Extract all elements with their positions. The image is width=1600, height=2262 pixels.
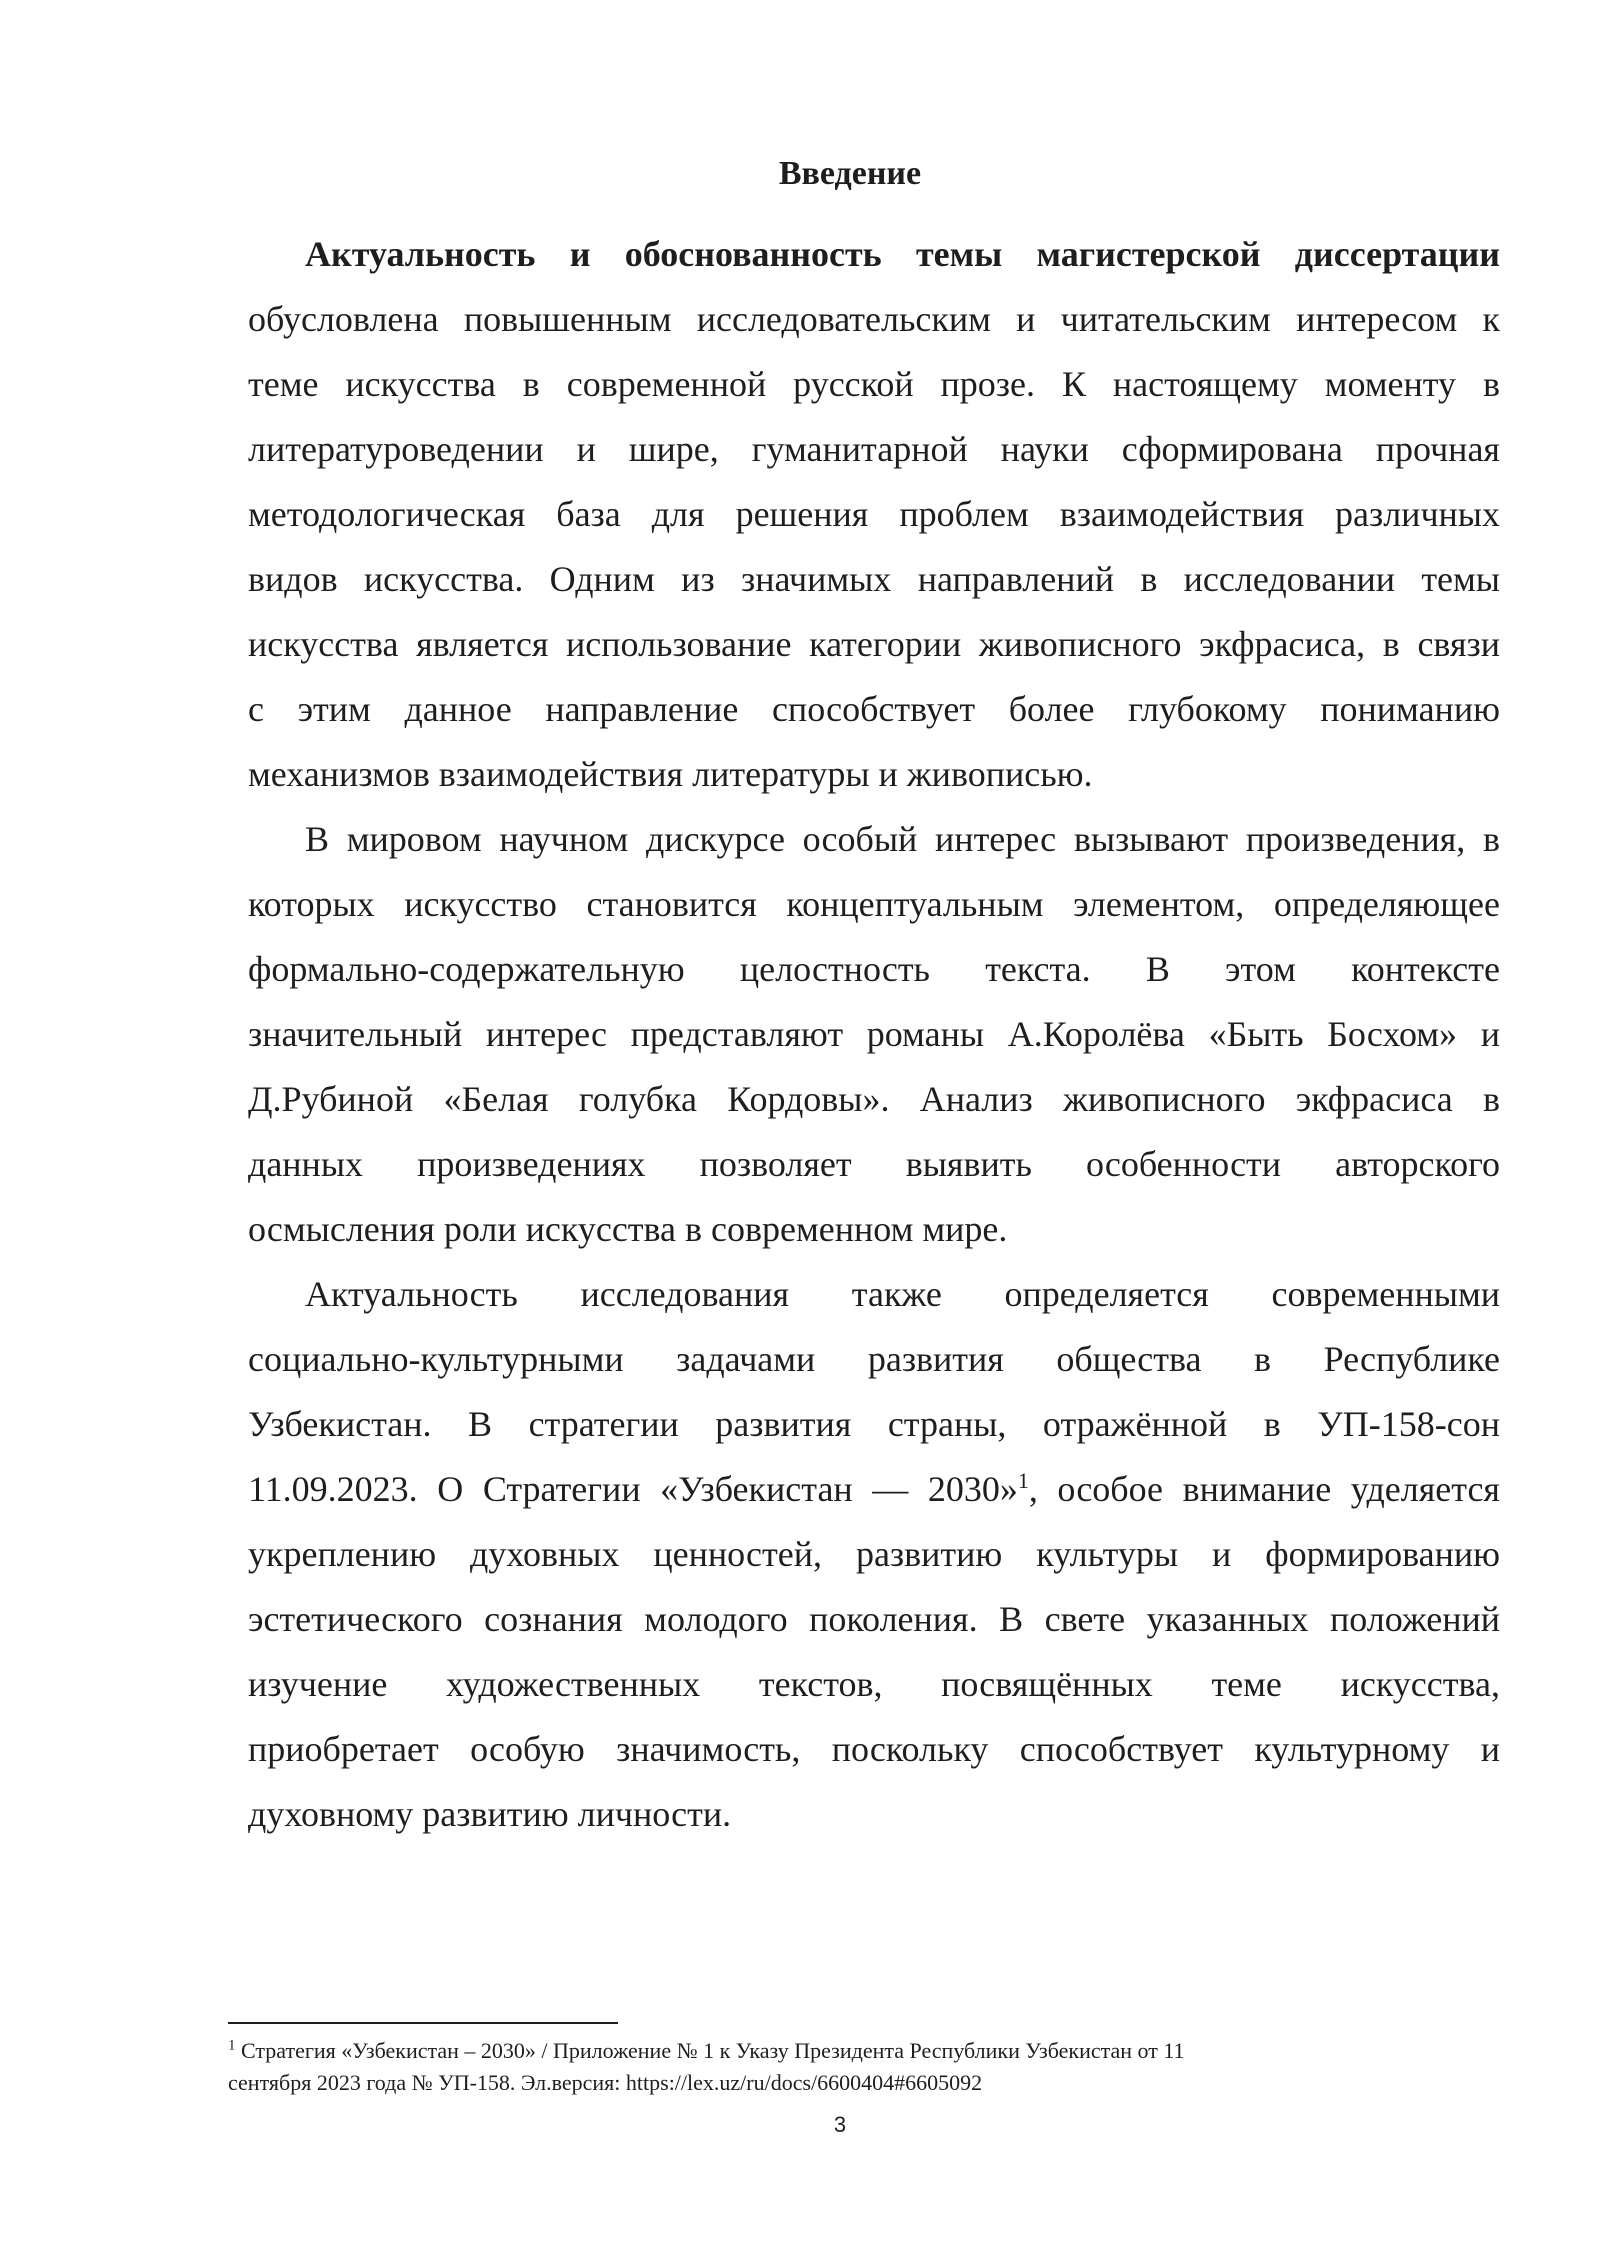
text-line <box>248 1012 1500 1056</box>
footnote-text-1: Стратегия «Узбекистан – 2030» / Приложение № 1 к Указу Президента Республики Узбекистан от 11 <box>235 2038 1185 2063</box>
text-line <box>248 1662 1500 1706</box>
text-line <box>248 1467 1500 1511</box>
line-text: значительный интерес представляют романы А.Королёва «Быть Босхом» и <box>248 1014 1500 1054</box>
text-line <box>248 1402 1500 1446</box>
line-text: видов искусства. Одним из значимых направлений в исследовании темы <box>248 559 1500 599</box>
line-text: Д.Рубиной «Белая голубка Кордовы». Анализ живописного экфрасиса в <box>248 1079 1500 1119</box>
text-line <box>248 1142 1500 1186</box>
text-line <box>248 1597 1500 1641</box>
line-text: эстетического сознания молодого поколения. В свете указанных положений <box>248 1599 1500 1639</box>
line-text: обусловлена повышенным исследовательским и читательским интересом к <box>248 299 1500 339</box>
line-text: укреплению духовных ценностей, развитию культуры и формированию <box>248 1534 1500 1574</box>
line-text: осмысления роли искусства в современном мире. <box>248 1209 1008 1249</box>
text-line <box>248 1077 1500 1121</box>
footnote-separator <box>228 2022 618 2024</box>
line-text: теме искусства в современной русской прозе. К настоящему моменту в <box>248 364 1500 404</box>
text-line <box>248 1792 1500 1836</box>
line-text: с этим данное направление способствует более глубокому пониманию <box>248 689 1500 729</box>
text-line <box>248 492 1500 536</box>
text-line <box>248 1207 1500 1251</box>
text-line <box>248 1337 1500 1381</box>
text-line <box>248 622 1500 666</box>
text-line <box>248 882 1500 926</box>
text-line <box>305 1272 1500 1316</box>
line-text: приобретает особую значимость, поскольку способствует культурному и <box>248 1729 1500 1769</box>
line-text: изучение художественных текстов, посвящённых теме искусства, <box>248 1664 1500 1704</box>
footnote-line-1 <box>228 2036 1185 2066</box>
text-line <box>248 1727 1500 1771</box>
line-text: социально-культурными задачами развития общества в Республике <box>248 1339 1500 1379</box>
line-text: литературоведении и шире, гуманитарной науки сформирована прочная <box>248 429 1500 469</box>
text-line <box>248 947 1500 991</box>
line-text: В мировом научном дискурсе особый интерес вызывают произведения, в <box>305 819 1500 859</box>
line-text: искусства является использование категории живописного экфрасиса, в связи <box>248 624 1500 664</box>
text-line <box>305 817 1500 861</box>
text-line <box>248 687 1500 731</box>
line-text: духовному развитию личности. <box>248 1794 732 1834</box>
footnote-reference: 1 <box>1017 1468 1029 1493</box>
text-line <box>248 1532 1500 1576</box>
text-line <box>248 297 1500 341</box>
line-text: данных произведениях позволяет выявить особенности авторского <box>248 1144 1500 1184</box>
footnote-mark: 1 <box>228 2037 236 2054</box>
line-text: Узбекистан. В стратегии развития страны, отражённой в УП-158-сон <box>248 1404 1500 1444</box>
line-text: методологическая база для решения проблем взаимодействия различных <box>248 494 1500 534</box>
text-line <box>248 427 1500 471</box>
line-text: механизмов взаимодействия литературы и живописью. <box>248 754 1093 794</box>
line-text: формально-содержательную целостность текста. В этом контексте <box>248 949 1500 989</box>
text-line <box>305 232 1500 276</box>
bold-lead-text: Актуальность и обоснованность темы магистерской диссертации <box>305 234 1500 274</box>
text-line <box>248 362 1500 406</box>
text-line <box>248 557 1500 601</box>
line-text: Актуальность исследования также определяется современными <box>305 1274 1500 1314</box>
footnote-line-2: сентября 2023 года № УП-158. Эл.версия: https://lex.uz/ru/docs/6600404#6605092 <box>228 2070 983 2095</box>
page-number: 3 <box>833 2112 847 2137</box>
text-line <box>248 752 1500 796</box>
line-text: 11.09.2023. О Стратегии «Узбекистан — 2030» <box>248 1469 1018 1509</box>
line-text: которых искусство становится концептуальным элементом, определяющее <box>248 884 1500 924</box>
line-text-continued: , особое внимание уделяется <box>1028 1469 1500 1509</box>
section-heading: Введение <box>778 155 922 192</box>
